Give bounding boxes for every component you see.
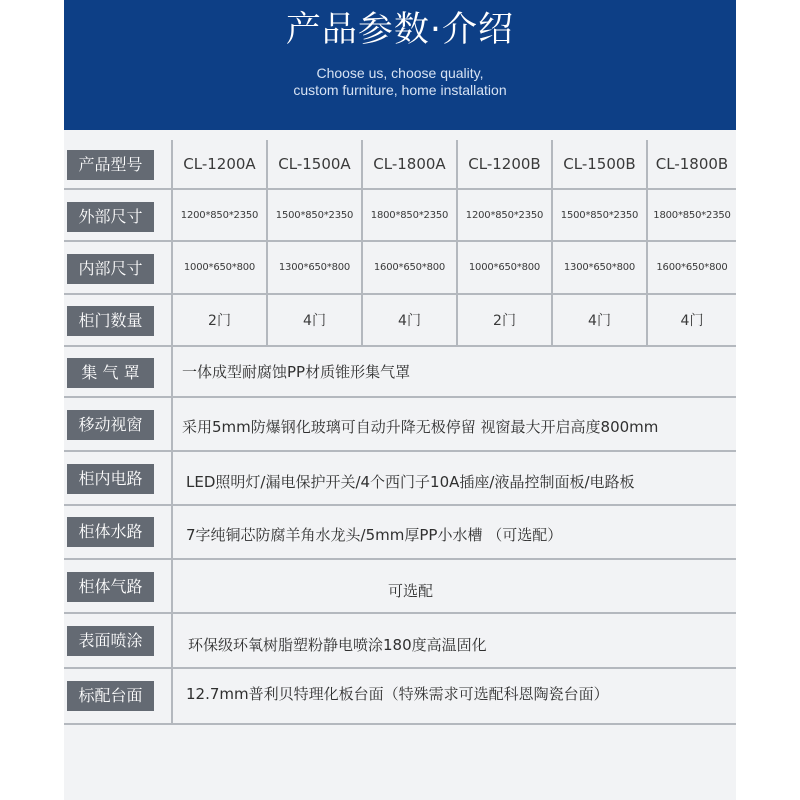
circuit-value: LED照明灯/漏电保护开关/4个西门子10A插座/液晶控制面板/电路板: [186, 473, 635, 491]
label-models: 产品型号: [67, 150, 154, 180]
row-window: [64, 398, 736, 452]
outer-size-cell: 1800*850*2350: [370, 209, 449, 221]
row-gas: [64, 560, 736, 614]
row-divider: [64, 723, 736, 725]
row-inner-size: [64, 242, 736, 295]
outer-size-cell: 1200*850*2350: [465, 209, 544, 221]
row-hood: [64, 347, 736, 398]
label-coating: 表面喷涂: [67, 626, 154, 656]
outer-size-cell: 1500*850*2350: [560, 209, 639, 221]
divider: [171, 560, 173, 614]
gas-value: 可选配: [388, 582, 434, 600]
inner-size-cell: 1300*650*800: [278, 262, 351, 273]
model-cell: CL-1200B: [468, 155, 541, 173]
inner-size-cell: 1000*650*800: [468, 262, 541, 273]
door-count-cell: 4门: [588, 313, 611, 329]
row-door-count: [64, 295, 736, 347]
door-count-cell: 2门: [493, 313, 516, 329]
outer-size-cell: 1200*850*2350: [180, 209, 259, 221]
model-cell: CL-1500A: [278, 155, 351, 173]
subtitle-line-1: Choose us, choose quality,: [316, 65, 484, 81]
model-cell: CL-1500B: [563, 155, 636, 173]
inner-size-cell: 1600*650*800: [656, 262, 728, 273]
model-cell: CL-1200A: [183, 155, 256, 173]
inner-size-cell: 1000*650*800: [183, 262, 256, 273]
row-circuit: [64, 452, 736, 506]
water-value: 7字纯铜芯防腐羊角水龙头/5mm厚PP小水槽 （可选配）: [186, 526, 563, 544]
inner-size-cell: 1600*650*800: [373, 262, 446, 273]
divider: [171, 506, 173, 560]
model-cell: CL-1800B: [655, 155, 729, 173]
door-count-cell: 4门: [303, 313, 326, 329]
page-title: 产品参数·介绍: [285, 10, 515, 50]
divider: [171, 669, 173, 725]
hood-value: 一体成型耐腐蚀PP材质锥形集气罩: [182, 363, 411, 381]
divider: [171, 452, 173, 506]
row-countertop: [64, 669, 736, 725]
product-spec-page: [64, 0, 736, 800]
label-hood: 集 气 罩: [67, 358, 154, 388]
outer-size-cell: 1800*850*2350: [653, 209, 731, 221]
label-inner-size: 内部尺寸: [67, 254, 154, 284]
window-value: 采用5mm防爆钢化玻璃可自动升降无极停留 视窗最大开启高度800mm: [182, 418, 659, 436]
divider: [171, 614, 173, 669]
label-window: 移动视窗: [67, 410, 154, 440]
door-count-cell: 4门: [398, 313, 421, 329]
row-coating: [64, 614, 736, 669]
subtitle-line-2: custom furniture, home installation: [293, 82, 507, 98]
divider: [171, 347, 173, 398]
model-cell: CL-1800A: [373, 155, 446, 173]
header-banner: [64, 0, 736, 130]
inner-size-cell: 1300*650*800: [563, 262, 636, 273]
outer-size-cell: 1500*850*2350: [275, 209, 354, 221]
coating-value: 环保级环氧树脂塑粉静电喷涂180度高温固化: [188, 636, 487, 654]
door-count-cell: 4门: [680, 313, 704, 329]
row-models: [64, 140, 736, 190]
label-water: 柜体水路: [67, 517, 154, 547]
label-gas: 柜体气路: [67, 572, 154, 602]
door-count-cell: 2门: [208, 313, 231, 329]
divider: [171, 398, 173, 452]
countertop-value: 12.7mm普利贝特理化板台面（特殊需求可选配科恩陶瓷台面）: [186, 685, 609, 703]
label-outer-size: 外部尺寸: [67, 202, 154, 232]
row-outer-size: [64, 190, 736, 242]
row-water: [64, 506, 736, 560]
label-countertop: 标配台面: [67, 681, 154, 711]
label-circuit: 柜内电路: [67, 464, 154, 494]
label-door-count: 柜门数量: [67, 306, 154, 336]
